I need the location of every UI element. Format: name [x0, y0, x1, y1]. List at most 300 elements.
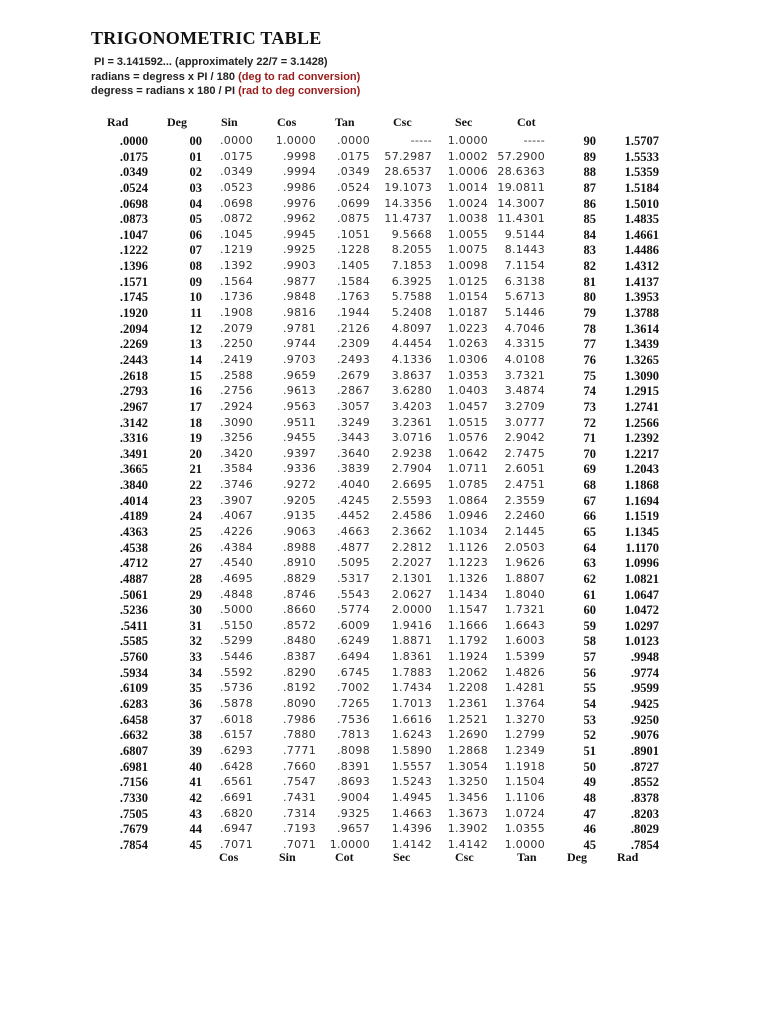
- csc-value: 2.0627: [391, 587, 432, 601]
- sec-value: 1.0515: [447, 415, 488, 429]
- sin-value: .5736: [220, 681, 253, 695]
- table-row: [0, 243, 768, 259]
- complement-rad-value: .9599: [630, 681, 659, 696]
- deg-value: 03: [189, 180, 202, 195]
- cos-value: .7660: [283, 759, 316, 773]
- cos-value: .8660: [283, 603, 316, 617]
- complement-rad-value: 1.3614: [624, 321, 659, 336]
- rad-value: .5934: [119, 665, 148, 680]
- sec-value: 1.0098: [447, 259, 488, 273]
- rad-to-deg-formula: degress = radians x 180 / PI: [91, 85, 239, 97]
- complement-deg-value: 83: [583, 243, 596, 258]
- deg-value: 06: [189, 227, 202, 242]
- rad-value: .3665: [119, 462, 148, 477]
- table-row: [0, 760, 768, 776]
- deg-value: 43: [189, 806, 202, 821]
- deg-value: 29: [189, 587, 202, 602]
- sec-value: 1.2868: [447, 743, 488, 757]
- rad-value: .4887: [119, 571, 148, 586]
- complement-deg-value: 85: [583, 212, 596, 227]
- complement-deg-value: 68: [583, 478, 596, 493]
- table-row: [0, 525, 768, 541]
- deg-value: 20: [189, 446, 202, 461]
- sec-value: 1.0014: [447, 180, 488, 194]
- complement-deg-value: 77: [583, 337, 596, 352]
- table-row: [0, 634, 768, 650]
- table-row: [0, 181, 768, 197]
- complement-rad-value: 1.1868: [624, 478, 659, 493]
- csc-value: 2.4586: [391, 509, 432, 523]
- sin-value: .1908: [220, 306, 253, 320]
- deg-value: 34: [189, 665, 202, 680]
- cot-value: 57.2900: [497, 149, 545, 163]
- sec-value: 1.2521: [447, 712, 488, 726]
- csc-value: 2.3662: [391, 525, 432, 538]
- csc-value: 1.6616: [391, 712, 432, 726]
- complement-deg-value: 89: [583, 149, 596, 164]
- complement-deg-value: 62: [583, 571, 596, 586]
- sin-value: .7071: [220, 837, 253, 851]
- rad-value: .6109: [119, 681, 148, 696]
- rad-value: .5760: [119, 650, 148, 665]
- complement-rad-value: 1.1694: [624, 493, 659, 508]
- tan-value: .6009: [337, 618, 370, 632]
- deg-value: 36: [189, 697, 202, 712]
- deg-value: 45: [189, 837, 202, 852]
- cot-value: 1.1504: [504, 775, 545, 789]
- sin-value: .1219: [220, 243, 253, 257]
- cos-value: .7547: [283, 775, 316, 789]
- cot-value: 1.6003: [504, 634, 545, 648]
- csc-value: 1.8361: [391, 650, 432, 664]
- complement-deg-value: 47: [583, 806, 596, 821]
- sec-value: 1.1792: [447, 634, 488, 648]
- complement-deg-value: 45: [583, 837, 596, 852]
- cos-value: .7880: [283, 728, 316, 742]
- complement-deg-value: 64: [583, 540, 596, 555]
- cos-value: .8387: [283, 650, 316, 664]
- cos-value: .8090: [283, 697, 316, 711]
- complement-deg-value: 52: [583, 728, 596, 743]
- complement-deg-value: 51: [583, 743, 596, 758]
- rad-value: .6283: [119, 697, 148, 712]
- deg-value: 04: [189, 196, 202, 211]
- sin-value: .2924: [220, 399, 253, 413]
- deg-value: 01: [189, 149, 202, 164]
- deg-to-rad-note: [91, 70, 360, 85]
- sin-value: .3746: [220, 478, 253, 492]
- deg-value: 26: [189, 540, 202, 555]
- sin-value: .3907: [220, 493, 253, 507]
- footer-cos: Cos: [219, 850, 239, 864]
- rad-value: .4189: [119, 509, 148, 524]
- complement-rad-value: 1.3265: [624, 352, 659, 367]
- rad-value: .6807: [119, 743, 148, 758]
- table-row: [0, 728, 768, 744]
- sec-value: 1.3054: [447, 759, 488, 773]
- deg-value: 09: [189, 274, 202, 289]
- cot-value: 1.2799: [504, 728, 545, 742]
- header-sec: Sec: [455, 115, 473, 129]
- cot-value: 1.1918: [504, 759, 545, 773]
- table-row: [0, 369, 768, 385]
- sec-value: 1.0864: [447, 493, 488, 507]
- csc-value: 1.9416: [391, 618, 432, 632]
- sin-value: .0175: [220, 149, 253, 163]
- sec-value: 1.0785: [447, 478, 488, 492]
- sec-value: 1.0457: [447, 399, 488, 413]
- rad-value: .4014: [119, 493, 148, 508]
- complement-rad-value: 1.3090: [624, 368, 659, 383]
- cot-value: 1.0724: [504, 806, 545, 820]
- rad-value: .2094: [119, 321, 148, 336]
- csc-value: 2.0000: [391, 603, 432, 617]
- csc-value: 4.8097: [391, 321, 432, 335]
- sec-value: 1.4142: [447, 837, 488, 851]
- footer-tan: Tan: [517, 850, 537, 864]
- cos-value: .9336: [283, 462, 316, 476]
- table-row: [0, 197, 768, 213]
- cos-value: .9703: [283, 352, 316, 366]
- sec-value: 1.0306: [447, 352, 488, 366]
- complement-deg-value: 82: [583, 259, 596, 274]
- deg-value: 18: [189, 415, 202, 430]
- complement-rad-value: 1.5359: [624, 165, 659, 180]
- deg-value: 13: [189, 337, 202, 352]
- table-row: [0, 134, 768, 150]
- header-rad: Rad: [107, 115, 129, 129]
- deg-value: 12: [189, 321, 202, 336]
- csc-value: 5.2408: [391, 306, 432, 320]
- cos-value: .8572: [283, 618, 316, 632]
- complement-deg-value: 63: [583, 556, 596, 571]
- cos-value: .9659: [283, 368, 316, 382]
- complement-rad-value: 1.2915: [624, 384, 659, 399]
- csc-value: 57.2987: [384, 149, 432, 163]
- sin-value: .4695: [220, 571, 253, 585]
- sec-value: 1.3673: [447, 806, 488, 820]
- tan-value: .8098: [337, 743, 370, 757]
- complement-rad-value: .8029: [630, 822, 659, 837]
- rad-value: .2618: [119, 368, 148, 383]
- sin-value: .6820: [220, 806, 253, 820]
- csc-value: 1.5557: [391, 759, 432, 773]
- table-row: [0, 165, 768, 181]
- rad-value: .2269: [119, 337, 148, 352]
- deg-value: 14: [189, 352, 202, 367]
- sec-value: 1.1666: [447, 618, 488, 632]
- complement-rad-value: 1.3788: [624, 306, 659, 321]
- cot-value: 2.6051: [504, 462, 545, 476]
- complement-rad-value: .9948: [630, 650, 659, 665]
- tan-value: .7813: [337, 728, 370, 742]
- sin-value: .1564: [220, 274, 253, 288]
- footer-csc: Csc: [455, 850, 474, 864]
- rad-value: .1745: [119, 290, 148, 305]
- complement-rad-value: 1.4137: [624, 274, 659, 289]
- table-row: [0, 150, 768, 166]
- table-row: [0, 666, 768, 682]
- csc-value: 1.8871: [391, 634, 432, 648]
- tan-value: .3839: [337, 462, 370, 476]
- csc-value: 1.7013: [391, 697, 432, 711]
- table-row: [0, 322, 768, 338]
- tan-value: .8693: [337, 775, 370, 789]
- rad-value: .7505: [119, 806, 148, 821]
- pi-note: PI = 3.141592... (approximately 22/7 = 3.1428): [94, 56, 328, 68]
- deg-value: 23: [189, 493, 202, 508]
- csc-value: 1.4663: [391, 806, 432, 820]
- cot-value: 1.9626: [504, 556, 545, 570]
- sin-value: .3584: [220, 462, 253, 476]
- complement-deg-value: 76: [583, 352, 596, 367]
- complement-rad-value: 1.0996: [624, 556, 659, 571]
- table-footer: [0, 850, 768, 866]
- table-row: [0, 228, 768, 244]
- conversion-notes: [91, 55, 360, 99]
- tan-value: .2867: [337, 384, 370, 398]
- deg-value: 22: [189, 478, 202, 493]
- complement-deg-value: 50: [583, 759, 596, 774]
- sec-value: 1.0711: [447, 462, 488, 476]
- complement-deg-value: 58: [583, 634, 596, 649]
- complement-rad-value: .9076: [630, 728, 659, 743]
- deg-value: 05: [189, 212, 202, 227]
- deg-value: 02: [189, 165, 202, 180]
- deg-value: 40: [189, 759, 202, 774]
- rad-value: .6632: [119, 728, 148, 743]
- complement-deg-value: 72: [583, 415, 596, 430]
- tan-value: .6494: [337, 650, 370, 664]
- table-header: [0, 115, 768, 131]
- table-row: [0, 744, 768, 760]
- cot-value: 1.8807: [504, 571, 545, 585]
- cos-value: .8910: [283, 556, 316, 570]
- csc-value: 3.2361: [391, 415, 432, 429]
- cos-value: .9816: [283, 306, 316, 320]
- complement-deg-value: 46: [583, 822, 596, 837]
- sec-value: 1.0154: [447, 290, 488, 304]
- cot-value: 1.8040: [504, 587, 545, 601]
- header-cot: Cot: [517, 115, 536, 129]
- deg-value: 39: [189, 743, 202, 758]
- csc-value: 2.2027: [391, 556, 432, 570]
- complement-rad-value: 1.3953: [624, 290, 659, 305]
- rad-value: .4712: [119, 556, 148, 571]
- cos-value: .7193: [283, 822, 316, 836]
- rad-value: .5061: [119, 587, 148, 602]
- tan-value: .1763: [337, 290, 370, 304]
- cos-value: .9781: [283, 321, 316, 335]
- deg-value: 24: [189, 509, 202, 524]
- cot-value: 4.7046: [504, 321, 545, 335]
- sec-value: 1.2361: [447, 697, 488, 711]
- tan-value: 1.0000: [329, 837, 370, 851]
- rad-value: .4363: [119, 525, 148, 539]
- sin-value: .6561: [220, 775, 253, 789]
- complement-deg-value: 57: [583, 650, 596, 665]
- complement-rad-value: .8901: [630, 743, 659, 758]
- cot-value: 2.1445: [504, 525, 545, 538]
- rad-value: .7679: [119, 822, 148, 837]
- complement-rad-value: 1.2392: [624, 431, 659, 446]
- cot-value: 28.6363: [497, 165, 545, 179]
- complement-deg-value: 88: [583, 165, 596, 180]
- complement-rad-value: 1.2741: [624, 399, 659, 414]
- complement-deg-value: 86: [583, 196, 596, 211]
- deg-value: 42: [189, 790, 202, 805]
- footer-sin: Sin: [279, 850, 296, 864]
- cos-value: .9998: [283, 149, 316, 163]
- cot-value: 5.1446: [504, 306, 545, 320]
- csc-value: 5.7588: [391, 290, 432, 304]
- cos-value: .9455: [283, 431, 316, 445]
- cos-value: 1.0000: [275, 134, 316, 147]
- cot-value: 3.0777: [504, 415, 545, 429]
- tan-value: .3640: [337, 446, 370, 460]
- tan-value: .0000: [337, 134, 370, 147]
- complement-rad-value: 1.2217: [624, 446, 659, 461]
- tan-value: .5774: [337, 603, 370, 617]
- rad-value: .2793: [119, 384, 148, 399]
- complement-deg-value: 55: [583, 681, 596, 696]
- complement-rad-value: 1.3439: [624, 337, 659, 352]
- sin-value: .4384: [220, 540, 253, 554]
- tan-value: .4040: [337, 478, 370, 492]
- rad-value: .5236: [119, 603, 148, 618]
- cos-value: .9563: [283, 399, 316, 413]
- sin-value: .3420: [220, 446, 253, 460]
- tan-value: .3443: [337, 431, 370, 445]
- complement-deg-value: 75: [583, 368, 596, 383]
- sin-value: .2079: [220, 321, 253, 335]
- complement-rad-value: 1.2566: [624, 415, 659, 430]
- table-row: [0, 588, 768, 604]
- cos-value: .8746: [283, 587, 316, 601]
- header-deg: Deg: [167, 115, 187, 129]
- csc-value: 1.4142: [391, 837, 432, 851]
- table-row: [0, 431, 768, 447]
- table-row: [0, 603, 768, 619]
- csc-value: 11.4737: [384, 212, 432, 226]
- complement-deg-value: 59: [583, 618, 596, 633]
- cot-value: 2.3559: [504, 493, 545, 507]
- cot-value: 14.3007: [497, 196, 545, 210]
- cos-value: .7071: [283, 837, 316, 851]
- complement-deg-value: 54: [583, 697, 596, 712]
- deg-value: 07: [189, 243, 202, 258]
- tan-value: .5095: [337, 556, 370, 570]
- cot-value: 11.4301: [497, 212, 545, 226]
- csc-value: 1.5890: [391, 743, 432, 757]
- complement-rad-value: 1.4486: [624, 243, 659, 258]
- table-row: [0, 697, 768, 713]
- complement-deg-value: 90: [583, 134, 596, 148]
- cos-value: .9903: [283, 259, 316, 273]
- deg-value: 27: [189, 556, 202, 571]
- cot-value: 5.6713: [504, 290, 545, 304]
- sec-value: 1.0403: [447, 384, 488, 398]
- table-row: [0, 212, 768, 228]
- header-sin: Sin: [221, 115, 238, 129]
- rad-value: .3316: [119, 431, 148, 446]
- cos-value: .9135: [283, 509, 316, 523]
- sin-value: .5150: [220, 618, 253, 632]
- csc-value: 3.8637: [391, 368, 432, 382]
- cot-value: 8.1443: [504, 243, 545, 257]
- rad-value: .1047: [119, 227, 148, 242]
- sin-value: .4226: [220, 525, 253, 538]
- cos-value: .9063: [283, 525, 316, 538]
- complement-deg-value: 74: [583, 384, 596, 399]
- cos-value: .9205: [283, 493, 316, 507]
- complement-rad-value: 1.0123: [624, 634, 659, 649]
- rad-value: .6981: [119, 759, 148, 774]
- sec-value: 1.0000: [447, 134, 488, 147]
- complement-rad-value: 1.0647: [624, 587, 659, 602]
- table-row: [0, 619, 768, 635]
- page-title: TRIGONOMETRIC TABLE: [91, 28, 322, 48]
- complement-deg-value: 81: [583, 274, 596, 289]
- rad-value: .5585: [119, 634, 148, 649]
- sec-value: 1.0576: [447, 431, 488, 445]
- rad-value: .4538: [119, 540, 148, 555]
- deg-value: 16: [189, 384, 202, 399]
- cot-value: 1.3270: [504, 712, 545, 726]
- table-row: [0, 509, 768, 525]
- csc-value: 2.1301: [391, 571, 432, 585]
- sin-value: .6947: [220, 822, 253, 836]
- table-row: [0, 416, 768, 432]
- rad-value: .0349: [119, 165, 148, 180]
- csc-value: 2.7904: [391, 462, 432, 476]
- table-row: [0, 447, 768, 463]
- sin-value: .1392: [220, 259, 253, 273]
- complement-rad-value: 1.5184: [624, 180, 659, 195]
- cos-value: .9744: [283, 337, 316, 351]
- complement-deg-value: 53: [583, 712, 596, 727]
- sin-value: .1736: [220, 290, 253, 304]
- cot-value: 1.4826: [504, 665, 545, 679]
- tan-value: .0875: [337, 212, 370, 226]
- tan-value: .6745: [337, 665, 370, 679]
- table-row: [0, 353, 768, 369]
- rad-value: .0175: [119, 149, 148, 164]
- rad-value: .0000: [119, 134, 148, 148]
- cot-value: 4.0108: [504, 352, 545, 366]
- complement-deg-value: 71: [583, 431, 596, 446]
- sec-value: 1.0263: [447, 337, 488, 351]
- csc-value: 1.7434: [391, 681, 432, 695]
- table-row: [0, 306, 768, 322]
- deg-value: 30: [189, 603, 202, 618]
- csc-value: 1.5243: [391, 775, 432, 789]
- rad-value: .7330: [119, 790, 148, 805]
- table-row: [0, 650, 768, 666]
- tan-value: .7265: [337, 697, 370, 711]
- complement-rad-value: 1.0821: [624, 571, 659, 586]
- table-row: [0, 775, 768, 791]
- footer-cot: Cot: [335, 850, 354, 864]
- table-row: [0, 275, 768, 291]
- complement-deg-value: 66: [583, 509, 596, 524]
- deg-value: 44: [189, 822, 202, 837]
- cos-value: .9272: [283, 478, 316, 492]
- header-csc: Csc: [393, 115, 412, 129]
- table-row: [0, 384, 768, 400]
- deg-value: 25: [189, 525, 202, 539]
- complement-deg-value: 61: [583, 587, 596, 602]
